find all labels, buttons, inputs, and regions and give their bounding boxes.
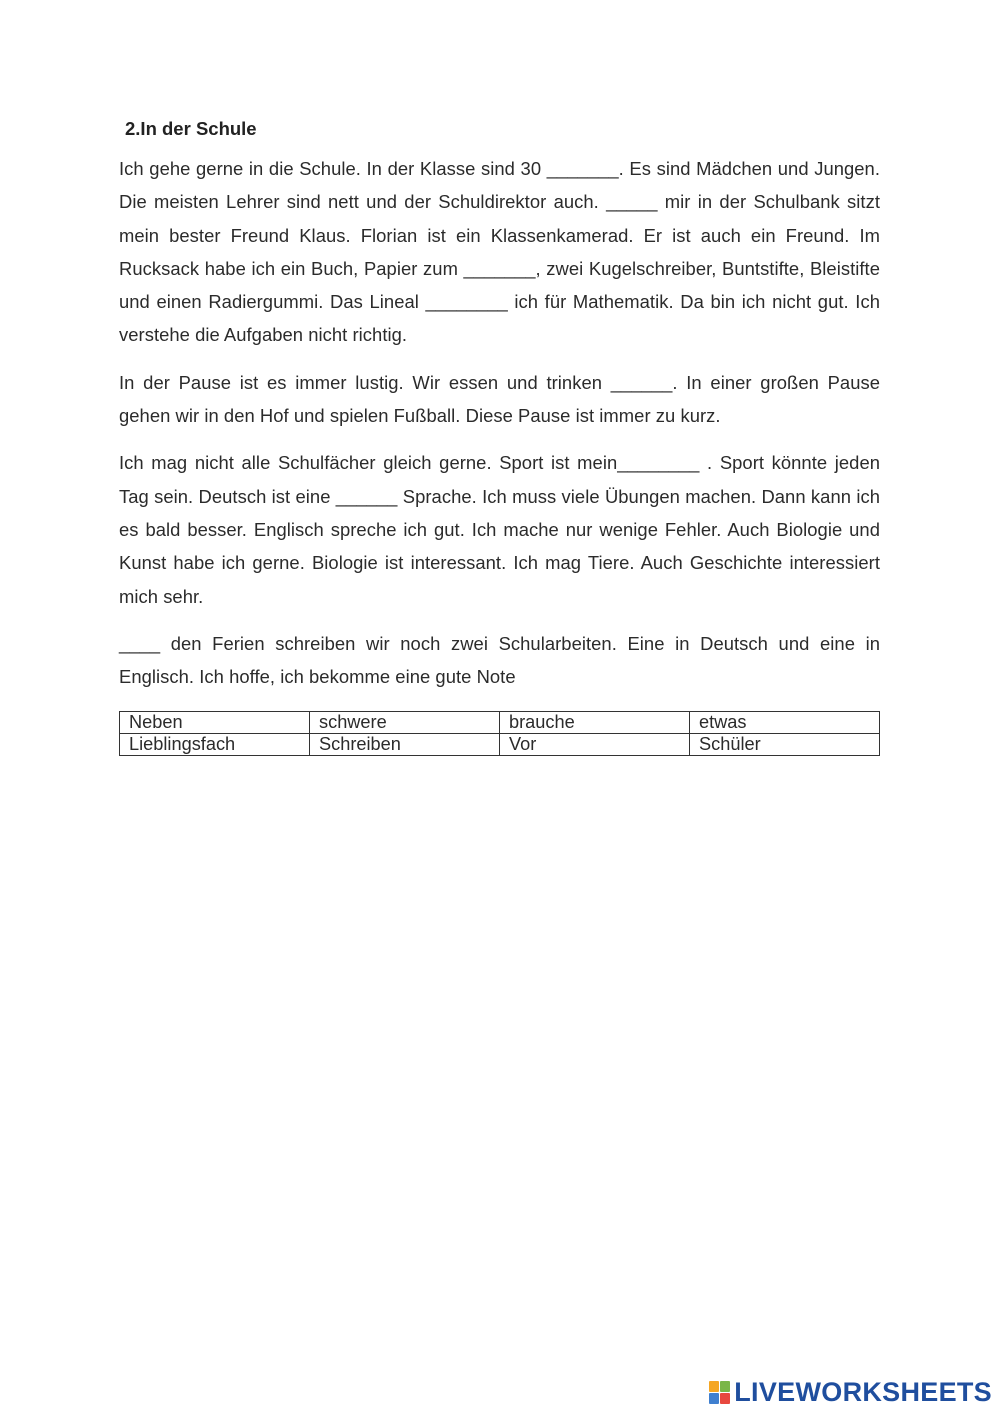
liveworksheets-logo bbox=[709, 1377, 992, 1407]
word-bank-cell: Vor bbox=[500, 734, 690, 756]
logo-square bbox=[720, 1381, 730, 1392]
logo-text: LIVEWORKSHEETS bbox=[734, 1377, 992, 1407]
worksheet-title: 2.In der Schule bbox=[125, 118, 257, 139]
worksheet bbox=[119, 112, 880, 707]
word-bank-cell: Lieblingsfach bbox=[120, 734, 310, 756]
logo-mark-icon bbox=[709, 1381, 730, 1404]
paragraph-4: ____ den Ferien schreiben wir noch zwei Schularbeiten. Eine in Deutsch und eine in Englisch. Ich hoffe, ich bekomme eine gute Note bbox=[119, 632, 880, 688]
table-row bbox=[120, 712, 880, 734]
word-bank-cell: Neben bbox=[120, 712, 310, 734]
table-row bbox=[120, 734, 880, 756]
word-bank-cell: Schüler bbox=[690, 734, 880, 756]
word-bank-cell: etwas bbox=[690, 712, 880, 734]
word-bank-cell: brauche bbox=[500, 712, 690, 734]
paragraph-3: Ich mag nicht alle Schulfächer gleich gerne. Sport ist mein________ . Sport könnte jeden Tag sein. Deutsch ist eine ______ Sprache. Ich muss viele Übungen machen. Dann kann ich es bald besser. Englisch spreche ich gut. Ich mache nur wenige Fehler. Auch Biologie und Kunst habe ich gerne. Biologie ist interessant. Ich mag Tiere. Auch Geschichte interessiert mich sehr. bbox=[119, 452, 880, 607]
logo-square bbox=[709, 1393, 719, 1404]
word-bank-cell: schwere bbox=[310, 712, 500, 734]
paragraph-1: Ich gehe gerne in die Schule. In der Klasse sind 30 _______. Es sind Mädchen und Jungen. Die meisten Lehrer sind nett und der Schuldirektor auch. _____ mir in der Schulbank sitzt mein bester Freund Klaus. Florian ist ein Klassenkamerad. Er ist auch ein Freund. Im Rucksack habe ich ein Buch, Papier zum _______, zwei Kugelschreiber, Buntstifte, Bleistifte und einen Radiergummi. Das Lineal ________ ich für Mathematik. Da bin ich nicht gut. Ich verstehe die Aufgaben nicht richtig. bbox=[119, 158, 880, 346]
word-bank-cell: Schreiben bbox=[310, 734, 500, 756]
logo-square bbox=[720, 1393, 730, 1404]
paragraph-2: In der Pause ist es immer lustig. Wir essen und trinken ______. In einer großen Pause gehen wir in den Hof und spielen Fußball. Diese Pause ist immer zu kurz. bbox=[119, 371, 880, 427]
word-bank-table bbox=[119, 711, 880, 756]
logo-square bbox=[709, 1381, 719, 1392]
